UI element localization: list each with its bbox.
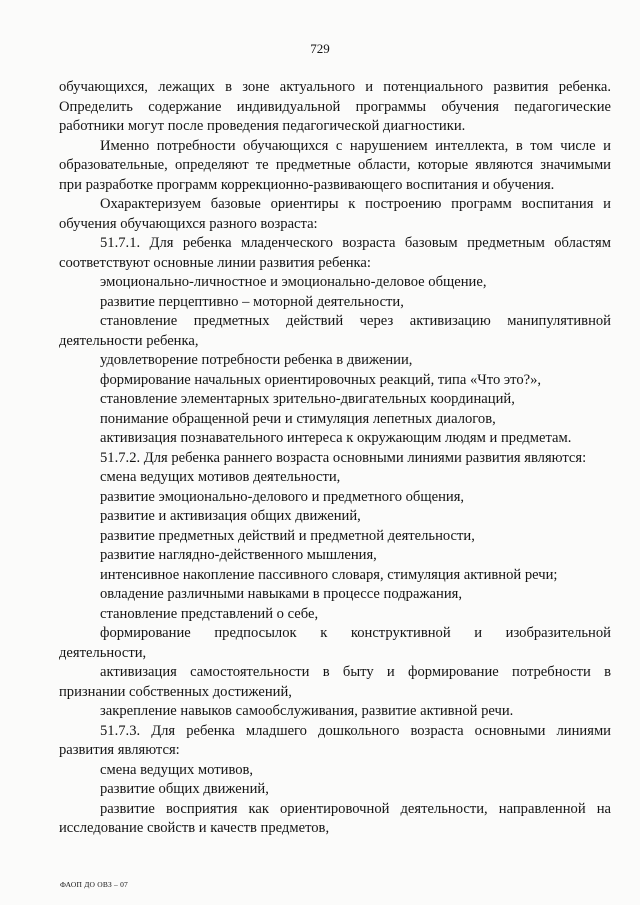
- document-body: [59, 78, 611, 839]
- document-footer: ФАОП ДО ОВЗ – 07: [60, 880, 128, 889]
- paragraph: 51.7.3. Для ребенка младшего дошкольного возраста основными линиями развития являются:: [59, 722, 611, 758]
- list-item: закрепление навыков самообслуживания, развитие активной речи.: [100, 703, 514, 719]
- list-item: развитие и активизация общих движений,: [100, 508, 361, 524]
- paragraph: [59, 624, 611, 663]
- list-item: развитие эмоционально-делового и предметного общения,: [100, 488, 465, 505]
- list-item: развитие общих движений,: [100, 781, 269, 797]
- list-item: активизация самостоятельности в быту и формирование потребности в признании собственных достижений,: [59, 664, 611, 700]
- paragraph-word: и: [474, 625, 483, 641]
- list-item: становление представлений о себе,: [100, 605, 319, 622]
- list-item: понимание обращенной речи и стимуляция лепетных диалогов,: [100, 410, 496, 427]
- paragraph: Именно потребности обучающихся с нарушением интеллекта, в том числе и образовательные, определяют те предметные области, которые являются значимыми при разработке программ коррекционно-развивающего воспитания и обучения.: [59, 137, 611, 193]
- paragraph-word: формирование: [100, 625, 191, 641]
- list-item: становление элементарных зрительно-двигательных координаций,: [100, 391, 515, 407]
- paragraph-word: конструктивной: [350, 625, 451, 641]
- paragraph-line: деятельности,: [59, 644, 147, 661]
- list-item: смена ведущих мотивов,: [100, 761, 254, 778]
- paragraph: Охарактеризуем базовые ориентиры к построению программ воспитания и обучения обучающихся разного возраста:: [59, 196, 611, 232]
- list-item: становление предметных действий через активизацию манипулятивной деятельности ребенка,: [59, 313, 611, 349]
- paragraph-word: изобразительной: [505, 625, 611, 641]
- paragraph: 51.7.2. Для ребенка раннего возраста основными линиями развития являются:: [100, 449, 587, 466]
- list-item: формирование начальных ориентировочных реакций, типа «Что это?»,: [100, 371, 542, 388]
- paragraph: 51.7.1. Для ребенка младенческого возраста базовым предметным областям соответствуют основные линии развития ребенка:: [59, 235, 611, 271]
- list-item: развитие восприятия как ориентировочной деятельности, направленной на исследование свойств и качеств предметов,: [59, 800, 611, 836]
- list-item: смена ведущих мотивов деятельности,: [100, 469, 341, 485]
- paragraph-word: к: [320, 625, 328, 641]
- list-item: овладение различными навыками в процессе подражания,: [100, 586, 462, 602]
- page-number: 729: [310, 41, 330, 56]
- list-item: эмоционально-личностное и эмоционально-деловое общение,: [100, 274, 487, 290]
- list-item: развитие предметных действий и предметной деятельности,: [100, 527, 475, 544]
- list-item: интенсивное накопление пассивного словаря, стимуляция активной речи;: [100, 566, 558, 583]
- list-item: активизация познавательного интереса к окружающим людям и предметам.: [100, 430, 572, 446]
- list-item: удовлетворение потребности ребенка в движении,: [100, 352, 413, 368]
- paragraph: обучающихся, лежащих в зоне актуального и потенциального развития ребенка. Определить содержание индивидуальной программы обучения педагогические работники могут после проведения педагогической диагностики.: [59, 79, 611, 134]
- paragraph-word: предпосылок: [214, 625, 297, 641]
- list-item: развитие наглядно-действенного мышления,: [100, 547, 377, 563]
- paragraph-line: [59, 624, 611, 644]
- list-item: развитие перцептивно – моторной деятельности,: [100, 293, 404, 310]
